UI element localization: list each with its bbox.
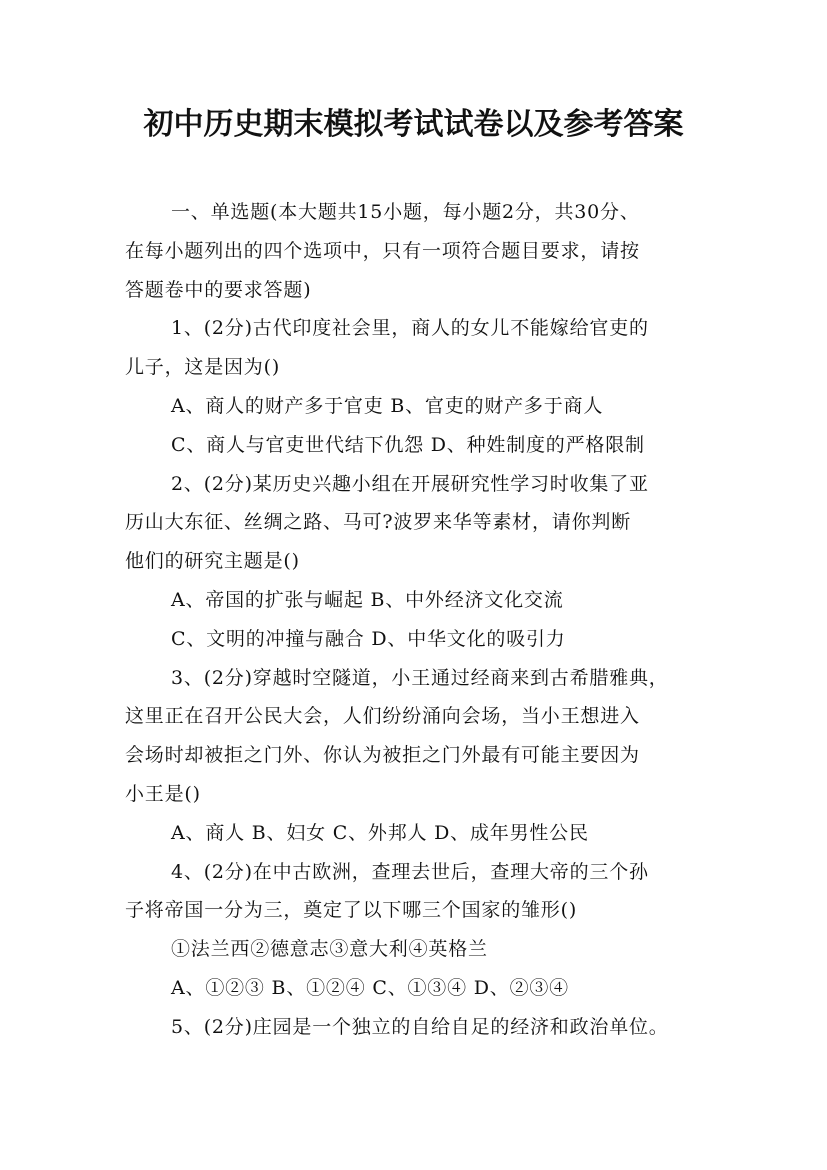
- question-4-cont: 子将帝国一分为三，奠定了以下哪三个国家的雏形(): [125, 899, 578, 922]
- question-1-options-ab: A、商人的财产多于官吏 B、官吏的财产多于商人: [171, 394, 604, 417]
- question-2: 2、(2分)某历史兴趣小组在开展研究性学习时收集了亚: [171, 472, 649, 495]
- question-3-cont: 会场时却被拒之门外、你认为被拒之门外最有可能主要因为: [125, 744, 640, 767]
- question-4: 4、(2分)在中古欧洲，查理去世后，查理大帝的三个孙: [171, 860, 649, 883]
- question-3-cont: 这里正在召开公民大会，人们纷纷涌向会场，当小王想进入: [125, 705, 640, 728]
- question-3-cont: 小王是(): [125, 782, 201, 805]
- document-title: 初中历史期末模拟考试试卷以及参考答案: [143, 107, 684, 142]
- section-heading: 一、单选题(本大题共15小题，每小题2分，共30分、: [171, 201, 640, 223]
- question-3-options: A、商人 B、妇女 C、外邦人 D、成年男性公民: [171, 821, 589, 844]
- question-4-options: A、①②③ B、①②④ C、①③④ D、②③④: [171, 976, 569, 999]
- question-2-options-cd: C、文明的冲撞与融合 D、中华文化的吸引力: [171, 627, 566, 650]
- question-3: 3、(2分)穿越时空隧道，小王通过经商来到古希腊雅典，: [171, 666, 669, 689]
- question-4-items: ①法兰西②德意志③意大利④英格兰: [171, 938, 488, 961]
- question-2-cont: 他们的研究主题是(): [125, 550, 300, 573]
- section-heading-cont: 在每小题列出的四个选项中，只有一项符合题目要求，请按: [125, 239, 640, 262]
- document-body: [125, 193, 715, 1047]
- question-1: 1、(2分)古代印度社会里，商人的女儿不能嫁给官吏的: [171, 317, 649, 340]
- question-1-options-cd: C、商人与官吏世代结下仇怨 D、种姓制度的严格限制: [171, 433, 645, 456]
- section-heading-cont: 答题卷中的要求答题): [125, 278, 312, 301]
- question-1-cont: 儿子，这是因为(): [125, 356, 281, 379]
- question-2-cont: 历山大东征、丝绸之路、马可?波罗来华等素材，请你判断: [125, 511, 631, 534]
- question-2-options-ab: A、帝国的扩张与崛起 B、中外经济文化交流: [171, 588, 564, 611]
- question-5: 5、(2分)庄园是一个独立的自给自足的经济和政治单位。: [171, 1015, 669, 1038]
